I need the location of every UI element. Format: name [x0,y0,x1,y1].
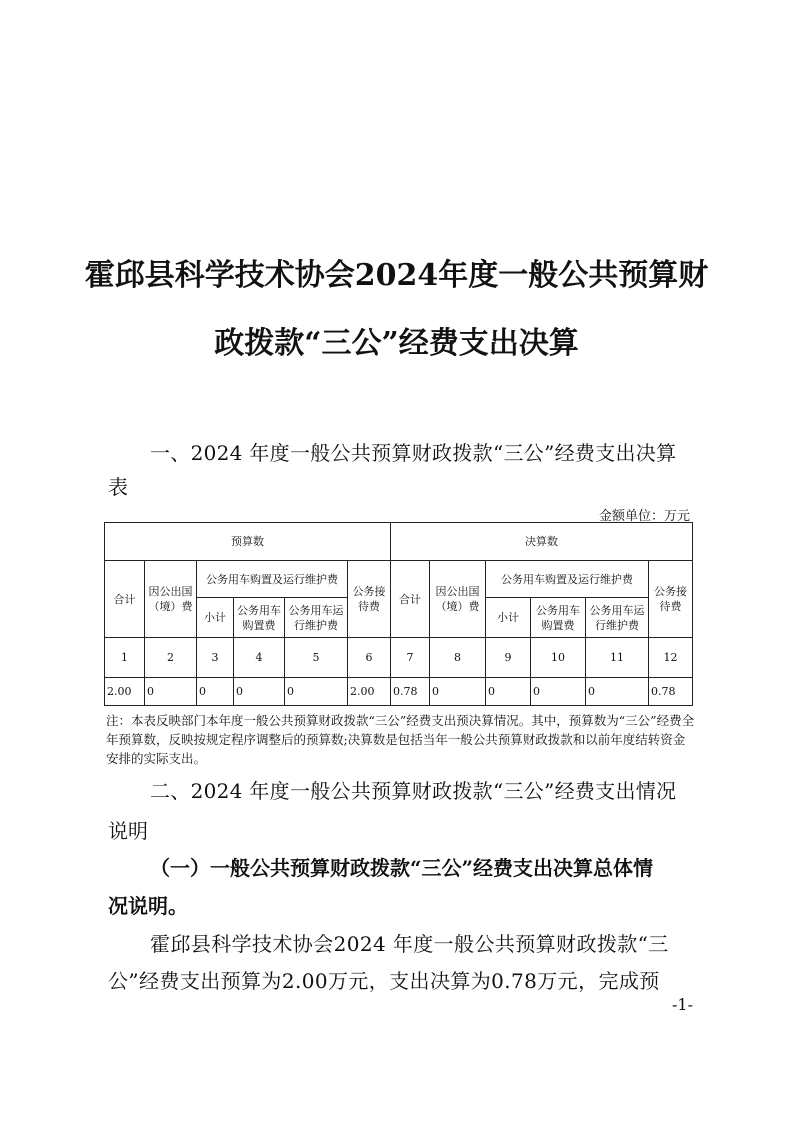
section1-heading-line2: 表 [108,475,128,499]
col-number: 9 [486,638,531,678]
value-cell: 0 [531,678,586,706]
final-reception-header: 公务接待费 [649,561,693,638]
page-number: -1- [672,995,693,1014]
value-cell: 0 [285,678,348,706]
col-number: 12 [649,638,693,678]
col-number: 10 [531,638,586,678]
budget-operation-header: 公务用车运行维护费 [285,598,348,638]
final-operation-header: 公务用车运行维护费 [586,598,649,638]
value-cell: 2.00 [348,678,391,706]
value-cell: 0 [586,678,649,706]
paragraph-line1: 霍邱县科学技术协会2024 年度一般公共预算财政拨款“三 [150,932,669,956]
document-title-line2: 政拨款“三公”经费支出决算 [214,326,579,361]
final-abroad-header: 因公出国（境）费 [430,561,486,638]
subsection1-heading-line1: （一）一般公共预算财政拨款“三公”经费支出决算总体情 [150,856,654,880]
col-number: 6 [348,638,391,678]
table-note: 注：本表反映部门本年度一般公共预算财政拨款“三公”经费支出预决算情况。其中，预算数为“三公”经费全年预算数，反映按规定程序调整后的预算数;决算数是包括当年一般公共预算财政拨款和以前年度结转资金安排的实际支出。 [106,713,695,766]
document-title-line1: 霍邱县科学技术协会2024年度一般公共预算财 [84,258,709,293]
col-number: 1 [105,638,145,678]
col-number: 4 [234,638,285,678]
unit-label: 金额单位：万元 [598,509,690,524]
col-number: 11 [586,638,649,678]
value-cell: 0 [430,678,486,706]
subsection1-heading-line2: 况说明。 [108,894,188,918]
paragraph-line2: 公”经费支出预算为2.00万元，支出决算为0.78万元，完成预 [108,969,660,993]
budget-group-header: 预算数 [105,523,391,561]
budget-purchase-header: 公务用车购置费 [234,598,285,638]
col-number: 5 [285,638,348,678]
value-cell: 0.78 [391,678,430,706]
budget-total-header: 合计 [105,561,145,638]
final-subtotal-header: 小计 [486,598,531,638]
table-group-header-row [105,523,693,561]
three-public-expenses-table [104,522,693,706]
section2-heading-line2: 说明 [108,819,148,843]
value-row [105,678,693,706]
budget-subtotal-header: 小计 [197,598,234,638]
col-number: 7 [391,638,430,678]
col-number: 2 [145,638,197,678]
budget-abroad-header: 因公出国（境）费 [145,561,197,638]
table-header-row [105,561,693,598]
section1-heading-line1: 一、2024 年度一般公共预算财政拨款“三公”经费支出决算 [150,441,677,465]
value-cell: 0.78 [649,678,693,706]
column-number-row [105,638,693,678]
section2-heading-line1: 二、2024 年度一般公共预算财政拨款“三公”经费支出情况 [150,779,677,803]
final-total-header: 合计 [391,561,430,638]
budget-reception-header: 公务接待费 [348,561,391,638]
final-vehicle-group-header: 公务用车购置及运行维护费 [486,561,649,598]
value-cell: 0 [145,678,197,706]
budget-vehicle-group-header: 公务用车购置及运行维护费 [197,561,348,598]
col-number: 8 [430,638,486,678]
final-purchase-header: 公务用车购置费 [531,598,586,638]
final-group-header: 决算数 [391,523,693,561]
value-cell: 0 [234,678,285,706]
value-cell: 0 [486,678,531,706]
col-number: 3 [197,638,234,678]
value-cell: 0 [197,678,234,706]
value-cell: 2.00 [105,678,145,706]
